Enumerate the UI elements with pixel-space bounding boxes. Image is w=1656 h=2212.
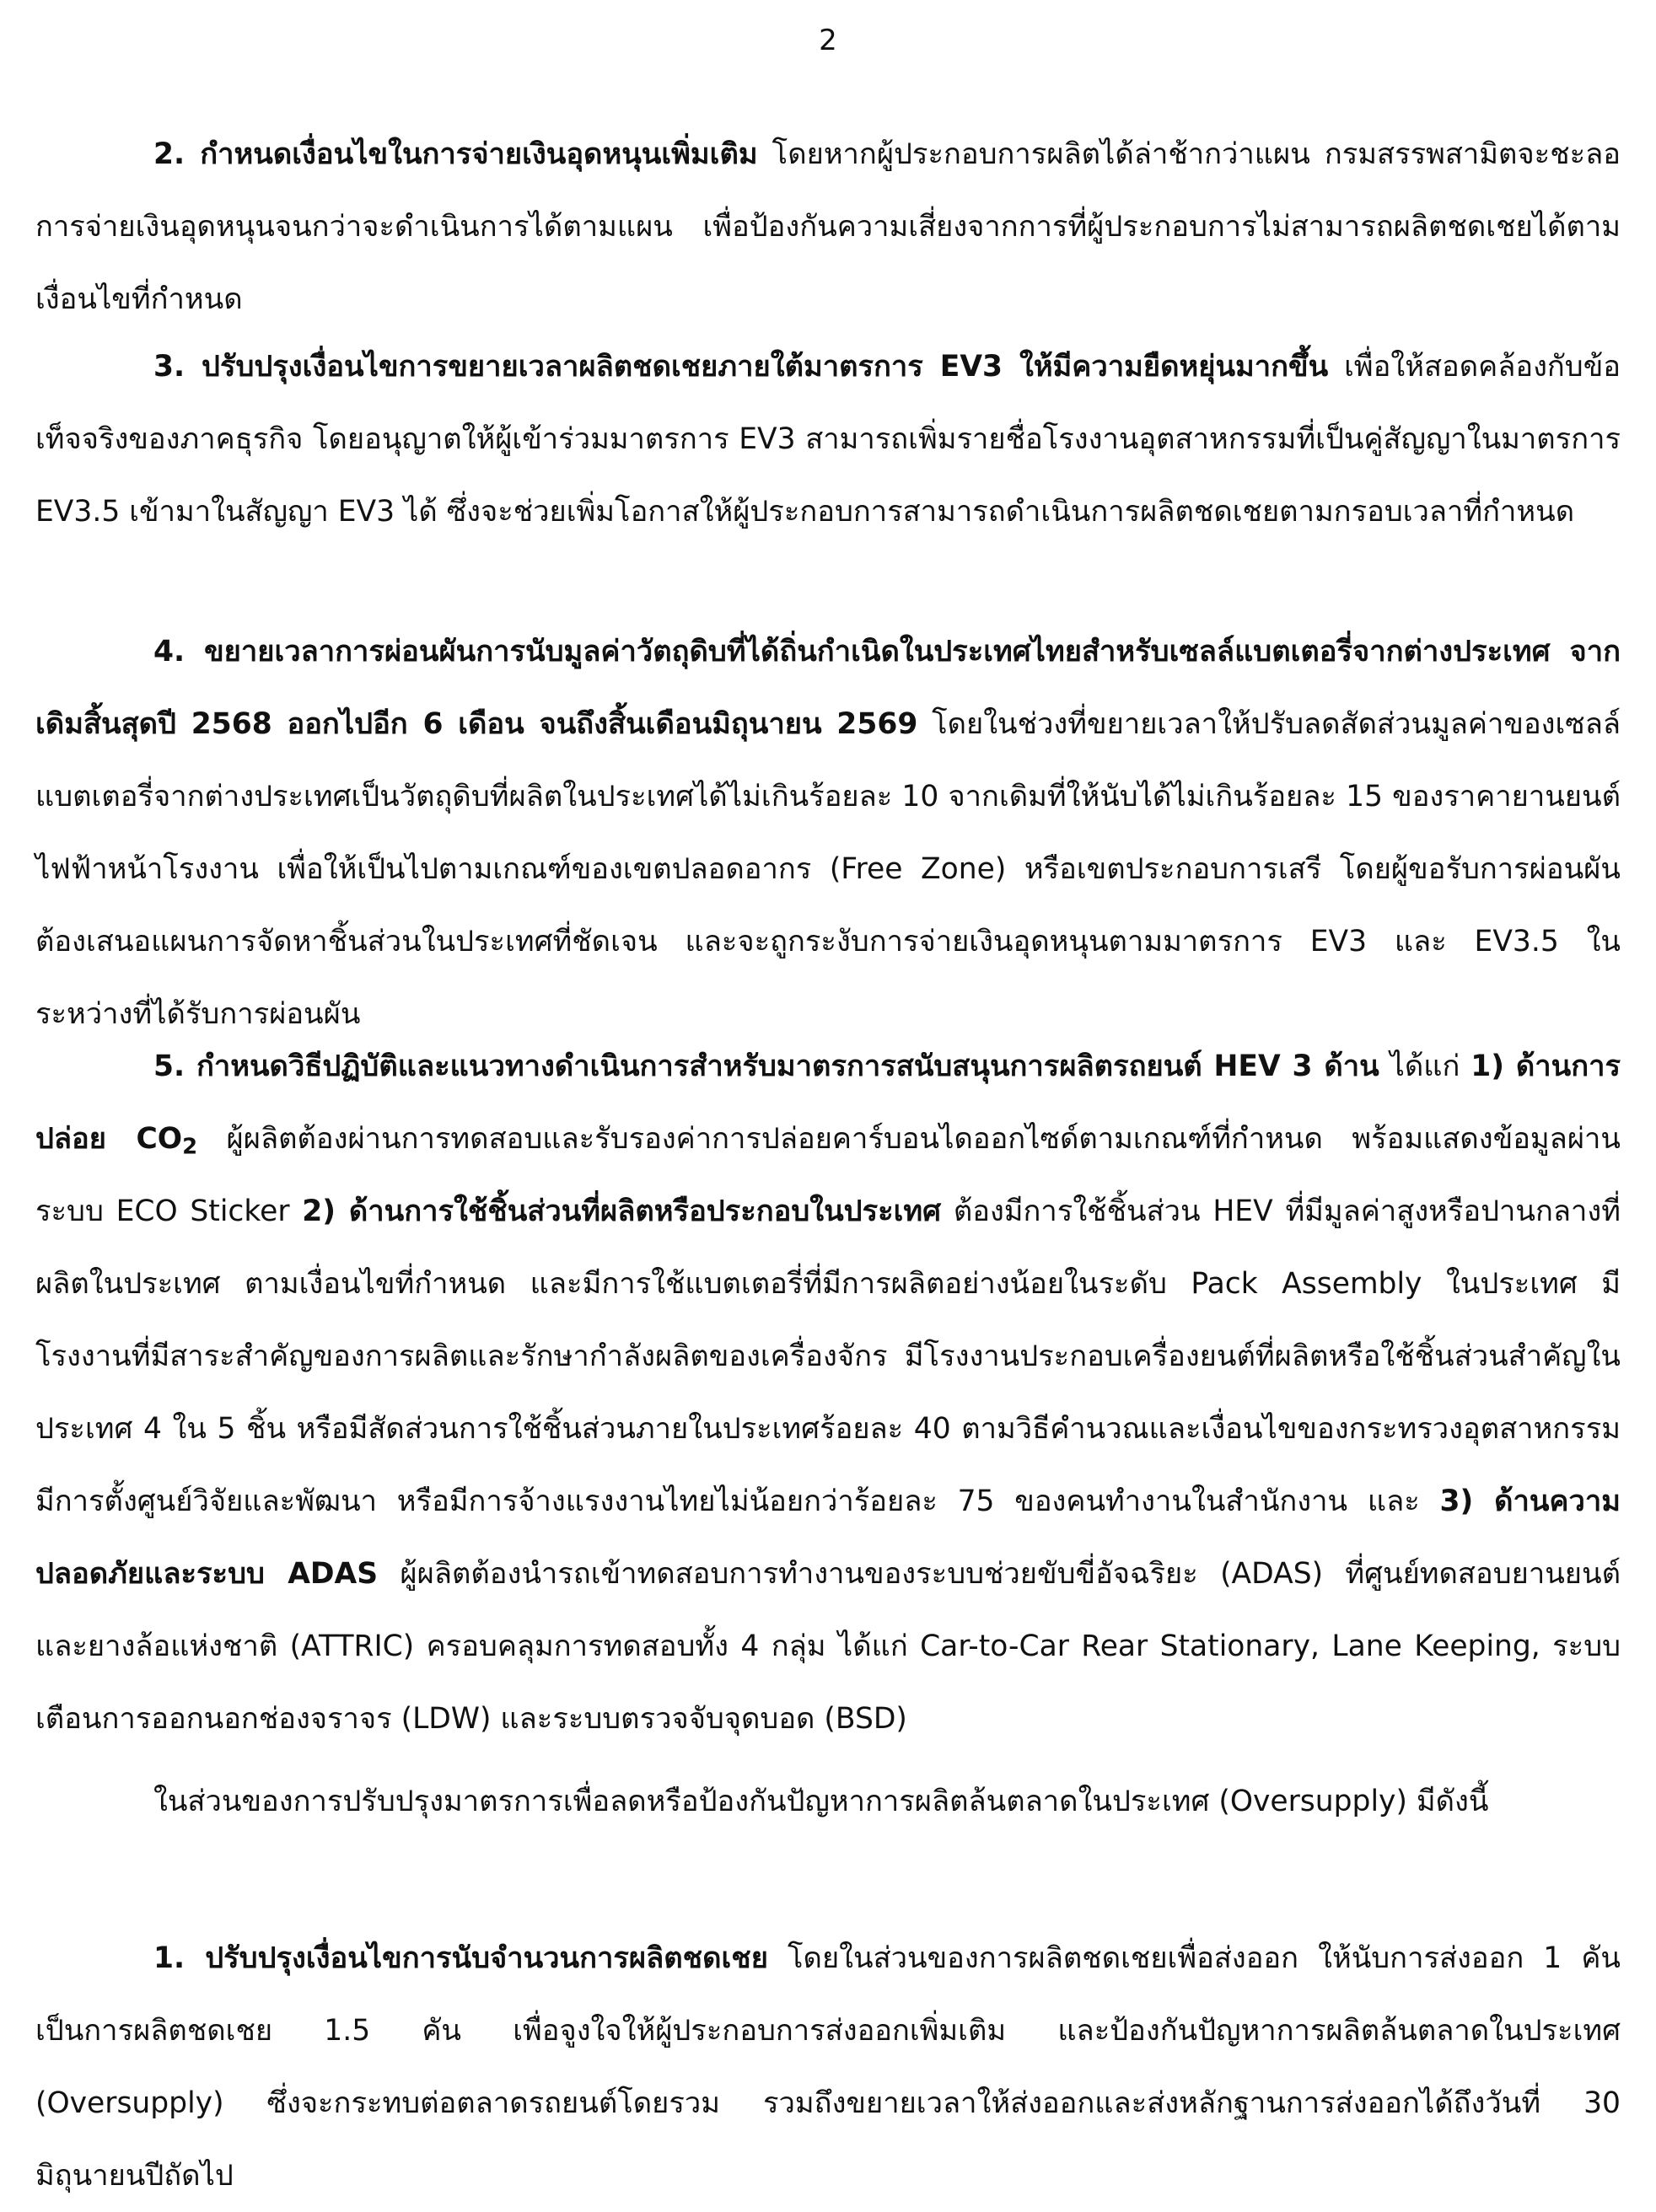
paragraph-4-heading: 4. ขยายเวลาการผ่อนผันการนับมูลค่าวัตถุดิบที่ได้ถิ่นกำเนิดในประเทศไทยสำหรับเซลล์แบตเตอรี่จากต่างประเทศ จากเดิมสิ้นสุดปี 2568 ออกไปอีก 6 เดือน จนถึงสิ้นเดือนมิถุนายน 2569 [35, 635, 1621, 741]
paragraph-3-body: เพื่อให้สอดคล้องกับข้อเท็จจริงของภาคธุรกิจ โดยอนุญาตให้ผู้เข้าร่วมมาตรการ EV3 สามารถเพิ่มรายชื่อโรงงานอุตสาหกรรมที่เป็นคู่สัญญาในมาตรการ EV3.5 เข้ามาในสัญญา EV3 ได้ ซึ่งจะช่วยเพิ่มโอกาสให้ผู้ประกอบการสามารถดำเนินการผลิตชดเชยตามกรอบเวลาที่กำหนด [35, 350, 1621, 529]
paragraph-oversupply-1-heading: 1. ปรับปรุงเงื่อนไขการนับจำนวนการผลิตชดเชย [153, 1941, 768, 1975]
paragraph-5-co2-heading: 1) ด้านการปล่อย CO [35, 1050, 1621, 1156]
paragraph-3-heading: 3. ปรับปรุงเงื่อนไขการขยายเวลาผลิตชดเชยภายใต้มาตรการ EV3 ให้มีความยืดหยุ่นมากขึ้น [153, 350, 1329, 384]
paragraph-oversupply-intro [35, 1765, 1621, 1838]
paragraph-oversupply-1-body: โดยในส่วนของการผลิตชดเชยเพื่อส่งออก ให้นับการส่งออก 1 คัน เป็นการผลิตชดเชย 1.5 คัน เพื่อจูงใจให้ผู้ประกอบการส่งออกเพิ่มเติม และป้องกันปัญหาการผลิตล้นตลาดในประเทศ (Oversupply) ซึ่งจะกระทบต่อตลาดรถยนต์โดยรวม รวมถึงขยายเวลาให้ส่งออกและส่งหลักฐานการส่งออกได้ถึงวันที่ 30 มิถุนายนปีถัดไป [35, 1941, 1621, 2193]
paragraph-5-text-1: ได้แก่ [1379, 1050, 1471, 1083]
paragraph-2 [35, 118, 1621, 336]
paragraph-2-heading: 2. กำหนดเงื่อนไขในการจ่ายเงินอุดหนุนเพิ่มเติม [153, 137, 758, 171]
paragraph-5-text-3: ต้องมีการใช้ชิ้นส่วน HEV ที่มีมูลค่าสูงหรือปานกลางที่ผลิตในประเทศ ตามเงื่อนไขที่กำหนด และมีการใช้แบตเตอรี่ที่มีการผลิตอย่างน้อยในระดับ Pack Assembly ในประเทศ มีโรงงานที่มีสาระสำคัญของการผลิตและรักษากำลังผลิตของเครื่องจักร มีโรงงานประกอบเครื่องยนต์ที่ผลิตหรือใช้ชิ้นส่วนสำคัญในประเทศ 4 ใน 5 ชิ้น หรือมีสัดส่วนการใช้ชิ้นส่วนภายในประเทศร้อยละ 40 ตามวิธีคำนวณและเงื่อนไขของกระทรวงอุตสาหกรรม มีการตั้งศูนย์วิจัยและพัฒนา หรือมีการจ้างแรงงานไทยไม่น้อยกว่าร้อยละ 75 ของคนทำงานในสำนักงาน และ [35, 1195, 1621, 1518]
paragraph-5-heading: 5. กำหนดวิธีปฏิบัติและแนวทางดำเนินการสำหรับมาตรการสนับสนุนการผลิตรถยนต์ HEV 3 ด้าน [153, 1050, 1379, 1083]
page-number: 2 [819, 24, 837, 57]
paragraph-5-adas-heading: 3) ด้านความปลอดภัยและระบบ ADAS [35, 1485, 1621, 1591]
paragraph-5-co2-subscript: 2 [182, 1134, 198, 1160]
paragraph-5-local-parts-heading: 2) ด้านการใช้ชิ้นส่วนที่ผลิตหรือประกอบในประเทศ [302, 1195, 942, 1228]
paragraph-4 [35, 615, 1621, 1050]
paragraph-5 [35, 1030, 1621, 1755]
paragraph-oversupply-1 [35, 1922, 1621, 2212]
paragraph-3 [35, 330, 1621, 548]
paragraph-oversupply-intro-text: ในส่วนของการปรับปรุงมาตรการเพื่อลดหรือป้องกันปัญหาการผลิตล้นตลาดในประเทศ (Oversupply) มีดังนี้ [153, 1785, 1489, 1818]
paragraph-5-text-2: ผู้ผลิตต้องผ่านการทดสอบและรับรองค่าการปล่อยคาร์บอนไดออกไซด์ตามเกณฑ์ที่กำหนด พร้อมแสดงข้อมูลผ่านระบบ ECO Sticker [35, 1122, 1621, 1228]
paragraph-4-body: โดยในช่วงที่ขยายเวลาให้ปรับลดสัดส่วนมูลค่าของเซลล์แบตเตอรี่จากต่างประเทศเป็นวัตถุดิบที่ผลิตในประเทศได้ไม่เกินร้อยละ 10 จากเดิมที่ให้นับได้ไม่เกินร้อยละ 15 ของราคายานยนต์ไฟฟ้าหน้าโรงงาน เพื่อให้เป็นไปตามเกณฑ์ของเขตปลอดอากร (Free Zone) หรือเขตประกอบการเสรี โดยผู้ขอรับการผ่อนผันต้องเสนอแผนการจัดหาชิ้นส่วนในประเทศที่ชัดเจน และจะถูกระงับการจ่ายเงินอุดหนุนตามมาตรการ EV3 และ EV3.5 ในระหว่างที่ได้รับการผ่อนผัน [35, 707, 1621, 1031]
paragraph-2-body: โดยหากผู้ประกอบการผลิตได้ล่าช้ากว่าแผน กรมสรรพสามิตจะชะลอการจ่ายเงินอุดหนุนจนกว่าจะดำเนินการได้ตามแผน เพื่อป้องกันความเสี่ยงจากการที่ผู้ประกอบการไม่สามารถผลิตชดเชยได้ตามเงื่อนไขที่กำหนด [35, 137, 1621, 316]
paragraph-5-text-4: ผู้ผลิตต้องนำรถเข้าทดสอบการทำงานของระบบช่วยขับขี่อัจฉริยะ (ADAS) ที่ศูนย์ทดสอบยานยนต์และยางล้อแห่งชาติ (ATTRIC) ครอบคลุมการทดสอบทั้ง 4 กลุ่ม ได้แก่ Car-to-Car Rear Stationary, Lane Keeping, ระบบเตือนการออกนอกช่องจราจร (LDW) และระบบตรวจจับจุดบอด (BSD) [35, 1557, 1621, 1736]
